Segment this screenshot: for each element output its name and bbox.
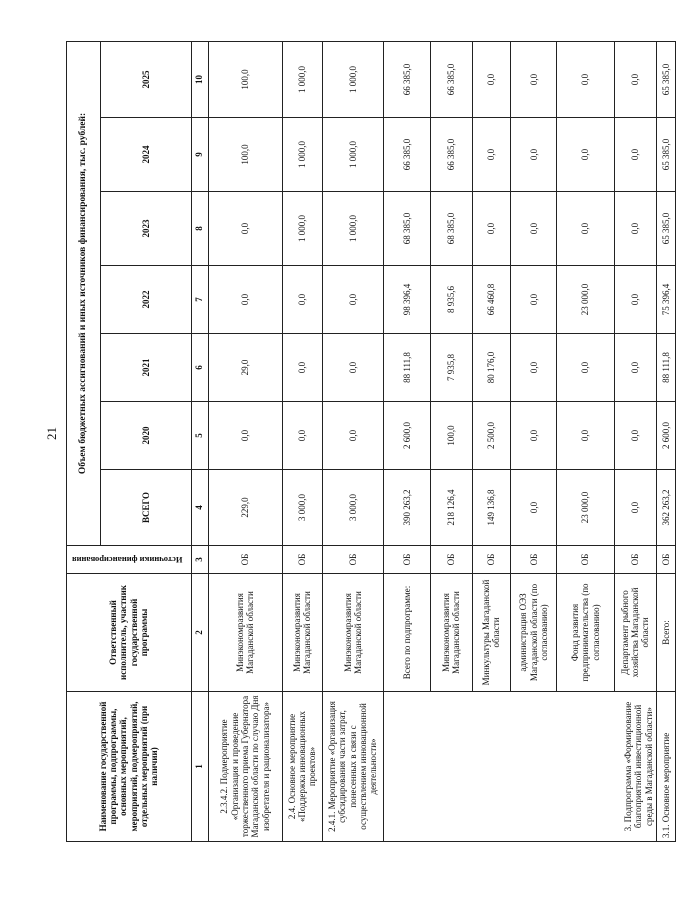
- row-source: ОБ: [384, 546, 431, 574]
- value-cell: 2 600,0: [656, 402, 675, 470]
- col-number: 5: [191, 402, 208, 470]
- row-executor: Минэкономразвития Магаданской области: [208, 574, 282, 692]
- col-number: 3: [191, 546, 208, 574]
- row-source: ОБ: [322, 546, 383, 574]
- value-cell: 29,0: [208, 334, 282, 402]
- value-cell: 0,0: [510, 118, 557, 192]
- year-header-total: ВСЕГО: [101, 470, 191, 546]
- value-cell: 66 385,0: [384, 41, 431, 117]
- value-cell: 66 385,0: [430, 41, 472, 117]
- value-cell: 0,0: [614, 470, 656, 546]
- subprogram-name-cell: [384, 692, 657, 842]
- table-row: [282, 41, 322, 841]
- value-cell: 0,0: [472, 41, 510, 117]
- value-cell: 98 396,4: [384, 266, 431, 334]
- value-cell: 362 263,2: [656, 470, 675, 546]
- value-cell: 66 460,8: [472, 266, 510, 334]
- col-header-budget-group: Объем бюджетных ассигнований и иных источников финансирования, тыс. рублей:: [67, 41, 101, 545]
- value-cell: 0,0: [557, 192, 614, 266]
- budget-table: [66, 41, 676, 842]
- value-cell: 2 500,0: [472, 402, 510, 470]
- col-header-name: Наименование государственной программы, подпрограммы, основных мероприятий, мероприятий, подмероприятий, отдельных мероприятий (при наличии): [67, 692, 192, 842]
- value-cell: 0,0: [282, 266, 322, 334]
- value-cell: 0,0: [472, 118, 510, 192]
- row-name: 2.4. Основное мероприятие «Поддержка инновационных проектов»: [282, 692, 322, 842]
- row-executor: администрация ОЭЗ Магаданской области (по согласованию): [510, 574, 557, 692]
- year-header-2022: 2022: [101, 266, 191, 334]
- row-executor: Минэкономразвития Магаданской области: [322, 574, 383, 692]
- value-cell: 0,0: [557, 118, 614, 192]
- value-cell: 0,0: [322, 402, 383, 470]
- col-number: 2: [191, 574, 208, 692]
- value-cell: 65 385,0: [656, 118, 675, 192]
- value-cell: 0,0: [510, 41, 557, 117]
- value-cell: 0,0: [322, 334, 383, 402]
- row-source: ОБ: [208, 546, 282, 574]
- value-cell: 0,0: [510, 266, 557, 334]
- year-header-2024: 2024: [101, 118, 191, 192]
- value-cell: 0,0: [614, 118, 656, 192]
- value-cell: 0,0: [510, 402, 557, 470]
- value-cell: 2 600,0: [384, 402, 431, 470]
- row-source: ОБ: [282, 546, 322, 574]
- value-cell: 0,0: [472, 192, 510, 266]
- row-executor: Всего по подпрограмме:: [384, 574, 431, 692]
- row-source: ОБ: [557, 546, 614, 574]
- col-number: 4: [191, 470, 208, 546]
- value-cell: 0,0: [282, 334, 322, 402]
- row-executor: Фонд развития предпринимательства (по согласованию): [557, 574, 614, 692]
- value-cell: 0,0: [282, 402, 322, 470]
- value-cell: 100,0: [208, 118, 282, 192]
- value-cell: 7 935,8: [430, 334, 472, 402]
- value-cell: 0,0: [557, 334, 614, 402]
- row-executor: Минкультуры Магаданской области: [472, 574, 510, 692]
- budget-table-sheet: [66, 42, 676, 842]
- value-cell: 0,0: [614, 334, 656, 402]
- value-cell: 1 000,0: [322, 41, 383, 117]
- page-number: 21: [44, 427, 59, 440]
- value-cell: 65 385,0: [656, 41, 675, 117]
- col-number: 6: [191, 334, 208, 402]
- value-cell: 88 111,8: [656, 334, 675, 402]
- row-source: ОБ: [614, 546, 656, 574]
- col-number: 9: [191, 118, 208, 192]
- year-header-2020: 2020: [101, 402, 191, 470]
- header-row-group: [67, 41, 101, 841]
- row-executor: Минэкономразвития Магаданской области: [282, 574, 322, 692]
- value-cell: 75 396,4: [656, 266, 675, 334]
- value-cell: 1 000,0: [282, 41, 322, 117]
- value-cell: 23 000,0: [557, 266, 614, 334]
- col-number: 8: [191, 192, 208, 266]
- value-cell: 0,0: [614, 402, 656, 470]
- subprogram-name: 3. Подпрограмма «Формирование благоприятной инвестиционной среды в Магаданской области»: [622, 701, 654, 832]
- col-header-executor: Ответственный исполнитель, участник государственной программы: [67, 574, 192, 692]
- value-cell: 1 000,0: [322, 192, 383, 266]
- row-name: 2.4.1. Мероприятие «Организация субсидирования части затрат, понесенных в связи с осуществлением инновационной деятельности»: [322, 692, 383, 842]
- value-cell: 68 385,0: [430, 192, 472, 266]
- value-cell: 218 126,4: [430, 470, 472, 546]
- row-name: 2.3.4.2. Подмероприятие «Организация и проведение торжественного приема Губернатора Магаданской области по случаю Дня изобретателя и рационализатора»: [208, 692, 282, 842]
- value-cell: 100,0: [208, 41, 282, 117]
- value-cell: 1 000,0: [322, 118, 383, 192]
- value-cell: 229,0: [208, 470, 282, 546]
- table-row: [322, 41, 383, 841]
- value-cell: 0,0: [510, 334, 557, 402]
- value-cell: 100,0: [430, 402, 472, 470]
- value-cell: 66 385,0: [430, 118, 472, 192]
- value-cell: 0,0: [614, 41, 656, 117]
- value-cell: 0,0: [557, 402, 614, 470]
- value-cell: 0,0: [208, 266, 282, 334]
- value-cell: 1 000,0: [282, 192, 322, 266]
- value-cell: 0,0: [510, 470, 557, 546]
- value-cell: 23 000,0: [557, 470, 614, 546]
- value-cell: 66 385,0: [384, 118, 431, 192]
- row-executor: Департамент рыбного хозяйства Магаданской области: [614, 574, 656, 692]
- value-cell: 0,0: [322, 266, 383, 334]
- year-header-2025: 2025: [101, 41, 191, 117]
- value-cell: 65 385,0: [656, 192, 675, 266]
- col-number: 1: [191, 692, 208, 842]
- table-row: [384, 41, 431, 841]
- value-cell: 80 176,0: [472, 334, 510, 402]
- value-cell: 68 385,0: [384, 192, 431, 266]
- row-source: ОБ: [656, 546, 675, 574]
- value-cell: 3 000,0: [322, 470, 383, 546]
- row-source: ОБ: [472, 546, 510, 574]
- col-header-source-text: Источники финансирования: [72, 555, 183, 566]
- year-header-2021: 2021: [101, 334, 191, 402]
- col-header-source: [67, 546, 192, 574]
- value-cell: 0,0: [614, 266, 656, 334]
- col-number: 7: [191, 266, 208, 334]
- value-cell: 88 111,8: [384, 334, 431, 402]
- table-row: [656, 41, 675, 841]
- row-executor: Всего:: [656, 574, 675, 692]
- column-number-row: [191, 41, 208, 841]
- row-name: 3.1. Основное мероприятие: [656, 692, 675, 842]
- row-executor: Минэкономразвития Магаданской области: [430, 574, 472, 692]
- table-row: [208, 41, 282, 841]
- value-cell: 8 935,6: [430, 266, 472, 334]
- row-source: ОБ: [430, 546, 472, 574]
- value-cell: 0,0: [208, 192, 282, 266]
- value-cell: 0,0: [510, 192, 557, 266]
- col-number: 10: [191, 41, 208, 117]
- value-cell: 390 263,2: [384, 470, 431, 546]
- value-cell: 1 000,0: [282, 118, 322, 192]
- value-cell: 3 000,0: [282, 470, 322, 546]
- value-cell: 0,0: [208, 402, 282, 470]
- row-source: ОБ: [510, 546, 557, 574]
- year-header-2023: 2023: [101, 192, 191, 266]
- value-cell: 0,0: [614, 192, 656, 266]
- value-cell: 149 136,8: [472, 470, 510, 546]
- value-cell: 0,0: [557, 41, 614, 117]
